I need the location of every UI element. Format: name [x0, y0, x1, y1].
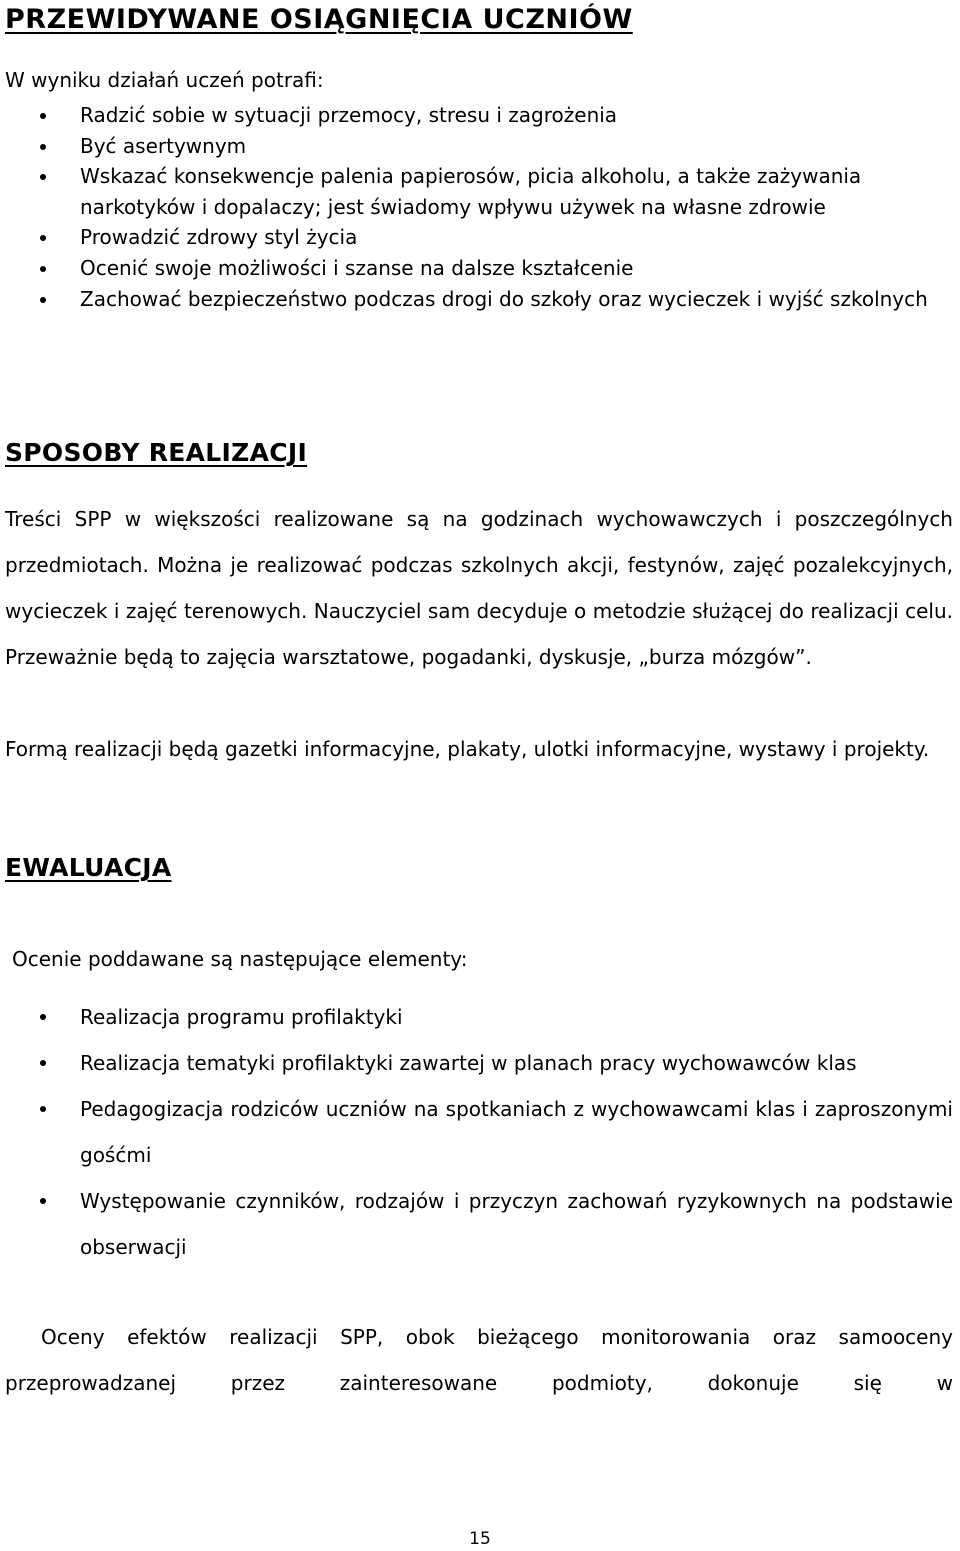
bullet-icon	[40, 235, 46, 241]
bullet-icon	[40, 1198, 46, 1204]
achievements-intro: W wyniku działań uczeń potrafi:	[5, 68, 324, 92]
evaluation-paragraph: Oceny efektów realizacji SPP, obok bieżącego monitorowania oraz samooceny przeprowadzanej przez zainteresowane podmioty, dokonuje się w	[5, 1325, 953, 1395]
bullet-icon	[40, 1014, 46, 1020]
evaluation-intro: Ocenie poddawane są następujące elementy:	[12, 947, 468, 971]
achievements-list	[0, 100, 940, 314]
bullet-icon	[40, 1060, 46, 1066]
list-item: Realizacja tematyki profilaktyki zawartej w planach pracy wychowawców klas	[0, 1040, 953, 1086]
list-item: Ocenić swoje możliwości i szanse na dalsze kształcenie	[0, 253, 940, 284]
list-item: Prowadzić zdrowy styl życia	[0, 222, 940, 253]
list-item: Realizacja programu profilaktyki	[0, 994, 953, 1040]
bullet-icon	[40, 297, 46, 303]
bullet-icon	[40, 174, 46, 180]
evaluation-list	[0, 994, 960, 1270]
list-item: Zachować bezpieczeństwo podczas drogi do szkoły oraz wycieczek i wyjść szkolnych	[0, 284, 940, 315]
list-item: Występowanie czynników, rodzajów i przyczyn zachowań ryzykownych na podstawie obserwacji	[0, 1178, 953, 1270]
list-item: Być asertywnym	[0, 131, 940, 162]
list-item: Radzić sobie w sytuacji przemocy, stresu i zagrożenia	[0, 100, 940, 131]
page-number: 15	[469, 1529, 491, 1549]
bullet-icon	[40, 1106, 46, 1112]
bullet-icon	[40, 266, 46, 272]
methods-forms-paragraph: Formą realizacji będą gazetki informacyjne, plakaty, ulotki informacyjne, wystawy i projekty.	[5, 737, 930, 761]
list-item: Pedagogizacja rodziców uczniów na spotkaniach z wychowawcami klas i zaproszonymi gośćmi	[0, 1086, 953, 1178]
section-heading-methods: SPOSOBY REALIZACJI	[5, 438, 308, 467]
section-heading-evaluation: EWALUACJA	[5, 853, 172, 882]
bullet-icon	[40, 113, 46, 119]
list-item: Wskazać konsekwencje palenia papierosów, picia alkoholu, a także zażywania narkotyków i dopalaczy; jest świadomy wpływu używek na własne zdrowie	[0, 161, 940, 222]
methods-paragraph: Treści SPP w większości realizowane są na godzinach wychowawczych i poszczególnych przedmiotach. Można je realizować podczas szkolnych akcji, festynów, zajęć pozalekcyjnych, wycieczek i zajęć terenowych. Nauczyciel sam decyduje o metodzie służącej do realizacji celu. Przeważnie będą to zajęcia warsztatowe, pogadanki, dyskusje, „burza mózgów”.	[5, 507, 953, 669]
bullet-icon	[40, 144, 46, 150]
section-heading-achievements: PRZEWIDYWANE OSIĄGNIĘCIA UCZNIÓW	[5, 4, 633, 35]
